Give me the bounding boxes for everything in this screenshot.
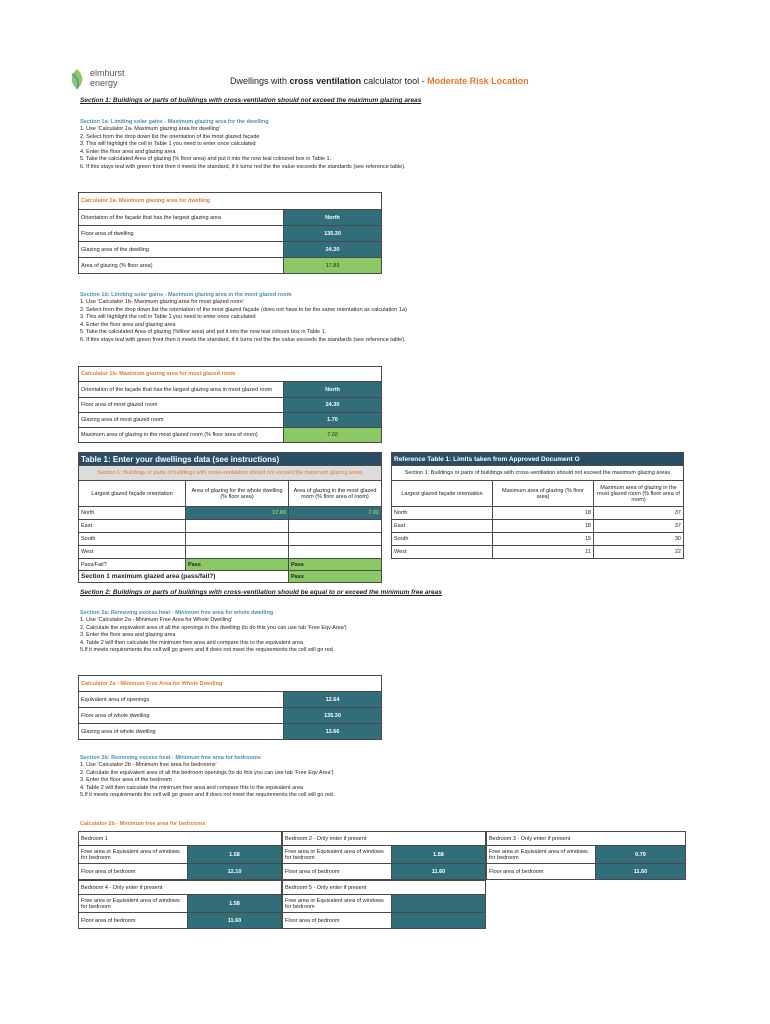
whole-glazing-cell[interactable]: 17.89 xyxy=(186,507,289,520)
section1b-instructions: 1. Use 'Calculator 1b- Maximum glazing area for most glazed room' 2. Select from the drop down list the orientation of the most glazed façade (does not have to be the same orientation as calculation 1a) 3. This will highlight the cell in Table 1 you need to enter once calculated 4. Enter the floor area and glazing area 5. Take the calculated Area of glazing (%floor area) and put it into the now teal colours box in Table 1. 6. If this stays teal with green front then it meets the standard, if it turns red the the value exceeds the standards (see reference table). xyxy=(80,299,407,343)
calculator-2a: Calculator 2a - Minimum Free Area for Whole Dwelling Equivalent area of openings 12.64 Floor area of whole dwelling 135.30 Glazing area of whole dwelling 13.66 xyxy=(78,675,382,740)
glazing-percent-result: 17.89 xyxy=(284,258,382,274)
ref-table-subtitle: Section 1: Buildings or parts of buildings with cross-ventilation should not exceed the maximum glazing areas xyxy=(392,466,684,481)
bedroom1-floor-input[interactable]: 12.10 xyxy=(188,864,282,880)
calc1a-title: Calculator 1a- Maximum glazing area for dwelling xyxy=(79,193,382,210)
bedroom1-free-input[interactable]: 1.58 xyxy=(188,846,282,864)
table1-subtitle: Section 1: Buildings or parts of buildings with cross-ventilation should not exceed the maximum glazing areas xyxy=(79,466,382,481)
room-glazing-area-input[interactable]: 1.70 xyxy=(284,413,382,428)
table-row: East 18 37 xyxy=(392,520,684,533)
bedroom2-floor-input[interactable]: 11.60 xyxy=(392,864,486,880)
logo-line1: elmhurst xyxy=(90,68,125,78)
elmhurst-logo xyxy=(66,66,136,94)
bedroom-3-block: Bedroom 3 - Only enter if present Free area or Equivalent area of windows for bedroom 0.79 Floor area of bedroom 11.60 xyxy=(486,831,686,880)
bedroom4-floor-input[interactable]: 11.60 xyxy=(188,913,282,929)
room-floor-area-input[interactable]: 24.30 xyxy=(284,398,382,413)
pass-badge-whole: Pass xyxy=(186,559,289,571)
whole-floor-area-input[interactable]: 135.30 xyxy=(284,708,382,724)
calc2a-title: Calculator 2a - Minimum Free Area for Whole Dwelling xyxy=(79,676,382,692)
calc1b-title: Calculator 1b- Maximum glazing area for most glazed room xyxy=(79,367,382,382)
room-glazing-cell[interactable]: 7.02 xyxy=(289,507,382,520)
table-row: North 17.89 7.02 xyxy=(79,507,382,520)
floor-area-input[interactable]: 135.30 xyxy=(284,226,382,242)
table1-title: Table 1: Enter your dwellings data (see instructions) xyxy=(79,453,382,466)
calc2b-title: Calculator 2b - Minimum free area for bedrooms xyxy=(80,821,206,827)
calculator-1b: Calculator 1b- Maximum glazing area for most glazed room Orientation of the façade that has the largest glazing area in most glazed room North Floor area of most glazed room 24.30 Glazing area of most glazed room 1.70 Maximum area of glazing in the most glazed room (% floor area of room) 7.02 xyxy=(78,366,382,443)
reference-table-1: Reference Table 1: Limits taken from Approved Document O Section 1: Buildings or parts of buildings with cross-ventilation should not exceed the maximum glazing areas Largest glazed façade orientation Maximum area of glazing (% floor area) Maximum area of glazing in the most glazed room (% floor area of room) North 18 37 East 18 37 South 15 30 West 11 22 xyxy=(391,452,684,559)
bedroom4-free-input[interactable]: 1.58 xyxy=(188,895,282,913)
section1a-subheading: Section 1a: Limiting solar gains - Maximum glazing area for the dwelling xyxy=(80,119,269,125)
pass-badge-room: Pass xyxy=(289,559,382,571)
section2b-subheading: Section 2b: Removing excess heat - Minimum free area for bedrooms xyxy=(80,755,261,761)
ref-table-title: Reference Table 1: Limits taken from Approved Document O xyxy=(392,453,684,466)
table-row: West xyxy=(79,546,382,559)
bedroom3-free-input[interactable]: 0.79 xyxy=(596,846,686,864)
table-row: East xyxy=(79,520,382,533)
section2a-subheading: Section 2a: Removing excess heat - Minimum free area for whole dwelling xyxy=(80,610,274,616)
equivalent-area-input[interactable]: 12.64 xyxy=(284,692,382,708)
bedroom-5-block: Bedroom 5 - Only enter if present Free area or Equivalent area of windows for bedroom Floor area of bedroom xyxy=(282,880,486,929)
table-row: South 15 30 xyxy=(392,533,684,546)
table-row: West 11 22 xyxy=(392,546,684,559)
page-title: Dwellings with cross ventilation calculator tool - Moderate Risk Location xyxy=(230,76,529,86)
section2a-instructions: 1. Use 'Calculator 2a - Minimum Free Area for Whole Dwelling' 2. Calculate the equivalent area of all the openings in the dwelling (to do this you can use tab 'Free Eqv Area') 3. Enter the floor area and glazing area 4. Table 2 will then calculate the minimum free area and compare this to the equivalent area 5.If it meets requirements the cell will go green and if does not meet the requirements the cell will go red. xyxy=(80,617,347,653)
bedroom3-floor-input[interactable]: 11.60 xyxy=(596,864,686,880)
bedroom-4-block: Bedroom 4 - Only enter if present Free area or Equivalent area of windows for bedroom 1.58 Floor area of bedroom 11.60 xyxy=(78,880,282,929)
bedroom2-free-input[interactable]: 1.58 xyxy=(392,846,486,864)
leaf-icon xyxy=(68,68,86,90)
table-row: South xyxy=(79,533,382,546)
orientation-select[interactable]: North xyxy=(284,210,382,226)
bedroom5-floor-input[interactable] xyxy=(392,913,486,929)
section1-heading: Section 1: Buildings or parts of buildings with cross-ventilation should not exceed the maximum glazing areas xyxy=(80,97,422,104)
logo-line2: energy xyxy=(90,78,118,88)
whole-glazing-area-input[interactable]: 13.66 xyxy=(284,724,382,740)
section1-summary-value: Pass xyxy=(289,571,382,583)
section1-summary-label: Section 1 maximum glazed area (pass/fail?) xyxy=(79,571,289,583)
room-orientation-select[interactable]: North xyxy=(284,382,382,398)
section2-heading: Section 2: Buildings or parts of buildings with cross-ventilation should be equal to or exceed the minimum free areas xyxy=(80,589,442,596)
risk-label: Moderate Risk Location xyxy=(427,76,529,86)
room-glazing-percent-result: 7.02 xyxy=(284,428,382,443)
calculator-1a: Calculator 1a- Maximum glazing area for dwelling Orientation of the façade that has the largest glazing area North Floor area of dwelling 135.30 Glazing area of the dwelling 24.20 Area of glazing (% floor area) 17.89 xyxy=(78,192,382,274)
section2b-instructions: 1. Use 'Calculator 2b - Minimum free area for bedrooms' 2. Calculate the equivalent area of all the bedroom openings (to do this you can use tab 'Free Eqv Area') 3. Enter the floor area of the bedroom 4. Table 2 will then calculate the minimum free area and compare this to the equivalent area 5.If it meets requirements the cell will go green and if does not meet the requirements the cell will go red. xyxy=(80,762,335,798)
table-row: North 18 37 xyxy=(392,507,684,520)
bedroom-1-block: Bedroom 1 Free area or Equivalent area of windows for bedroom 1.58 Floor area of bedroom 12.10 xyxy=(78,831,282,880)
bedroom5-free-input[interactable] xyxy=(392,895,486,913)
section1b-subheading: Section 1b: Limiting solar gains - Maximum glazing area in the most glazed room xyxy=(80,292,292,298)
glazing-area-input[interactable]: 24.20 xyxy=(284,242,382,258)
table-1: Table 1: Enter your dwellings data (see instructions) Section 1: Buildings or parts of buildings with cross-ventilation should not exceed the maximum glazing areas Largest glazed façade orientation Area of glazing for the whole dwelling (% floor area) Area of glazing in the most glazed room (% floor area of room) North 17.89 7.02 East South West Pass/Fail? Pass Pass Section 1 maximum glazed area (pass/fail?) Pass xyxy=(78,452,382,583)
bedroom-2-block: Bedroom 2 - Only enter if present Free area or Equivalent area of windows for bedroom 1.58 Floor area of bedroom 11.60 xyxy=(282,831,486,880)
section1a-instructions: 1. Use 'Calculator 1a- Maximum glazing area for dwelling' 2. Select from the drop down list the orientation of the most glazed façade 3. This will highlight the cell in Table 1 you need to enter once calculated 4. Enter the floor area and glazing area 5. Take the calculated Area of glazing (% floor area) and put it into the now teal coloured box in Table 1. 6. If this stays teal with green front then it meets the standard, if it turns red the the value exceeds the standards (see reference table). xyxy=(80,126,406,170)
